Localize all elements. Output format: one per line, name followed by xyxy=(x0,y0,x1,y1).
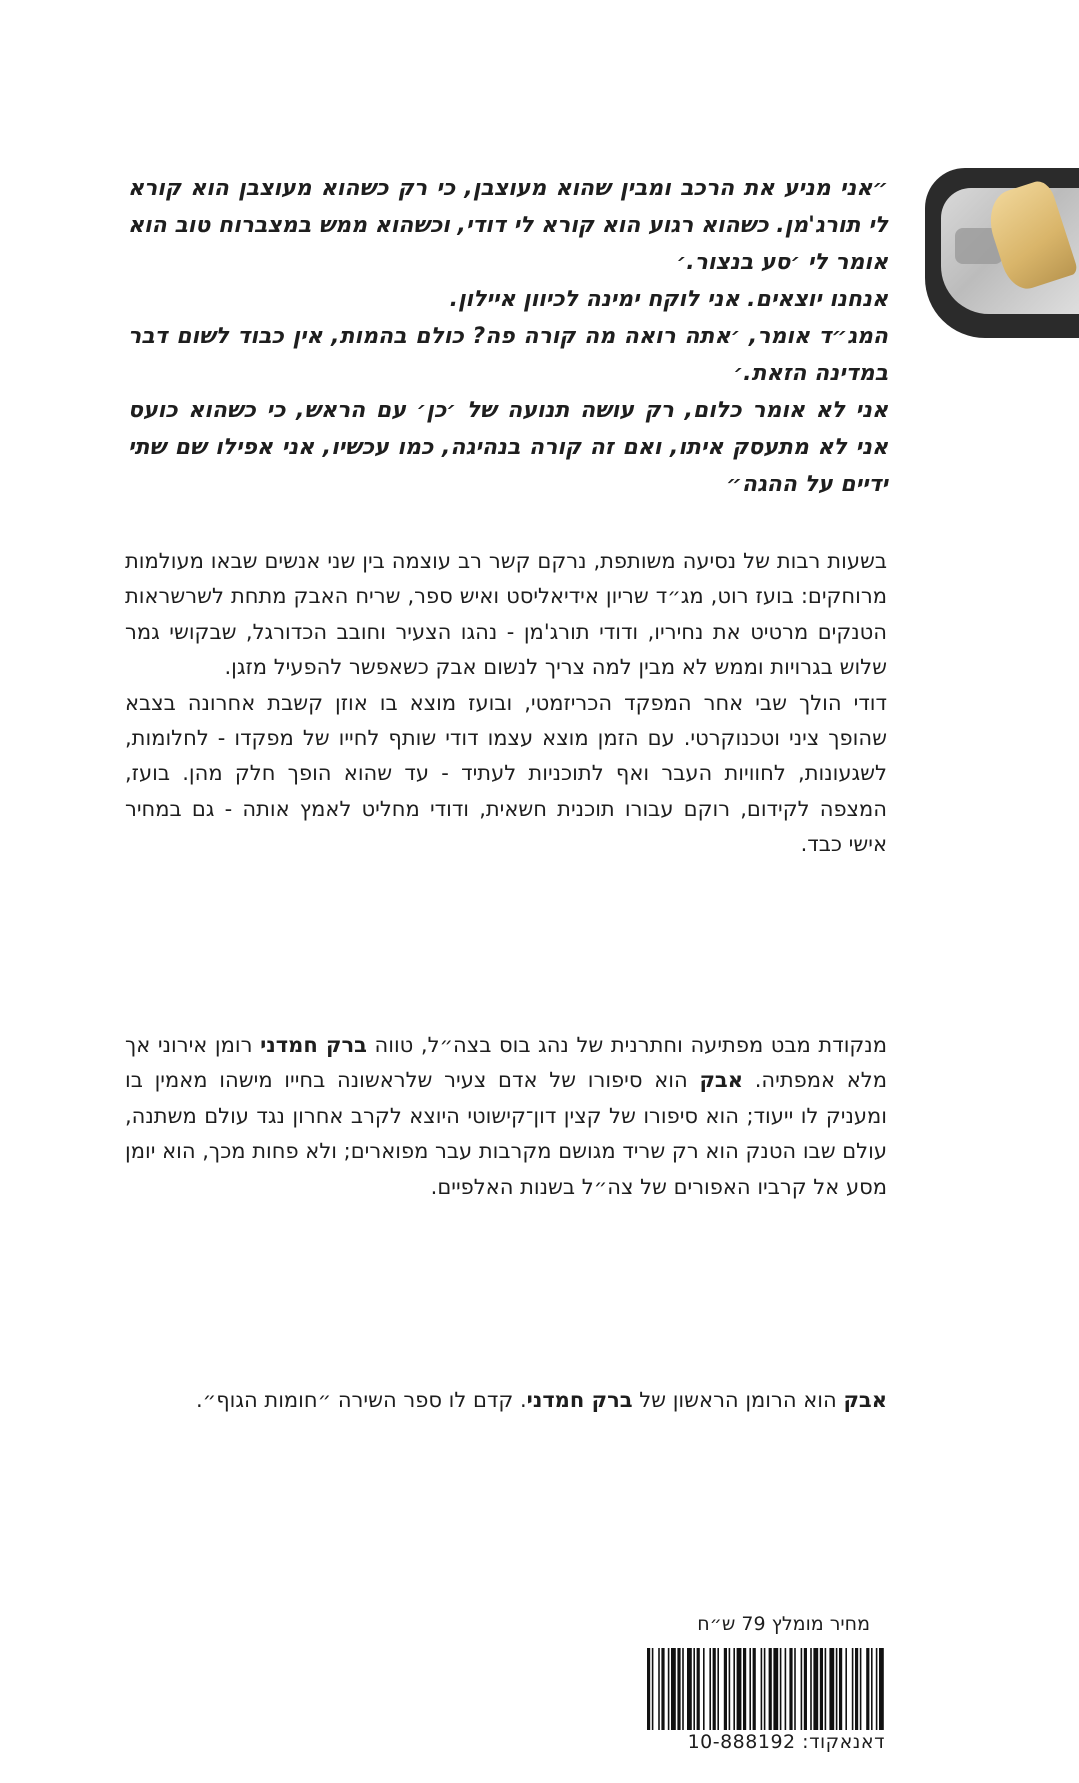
about-text: הוא הרומן הראשון של xyxy=(632,1388,844,1412)
quote-line: אני לא אומר כלום, רק עושה תנועה של ׳כן׳ עם הראש, כי כשהוא כועס אני לא מתעסק איתו, ואם זה קורה בנהיגה, כמו עכשיו, אני אפילו שם שתי ידיים על ההגה״ xyxy=(128,398,888,497)
quote-line: אנחנו יוצאים. אני לוקח ימינה לכיוון איילון. xyxy=(449,287,888,312)
synopsis-text: הוא סיפורו של אדם צעיר שלראשונה בחייו מישהו מאמין בו ומעניק לו ייעוד; הוא סיפורו של קצין דון־קישוטי היוצא לקרב אחרון נגד עולם משתנה, עולם שבו הטנק הוא רק שריד מגושם מקרבות עבר מפוארים; ולא פחות מכך, הוא יומן מסע אל קרביו האפורים של צה״ל בשנות האלפיים. xyxy=(125,1068,887,1199)
synopsis-paragraph-2: דודי הולך שבי אחר המפקד הכריזמטי, ובועז מוצא בו אוזן קשבת אחרונה בצבא שהופך ציני וטכנוקרטי. עם הזמן מוצא עצמו דודי שותף לחייו של מפקדו - לחלומות, לשגעונות, לחוויות העבר ואף לתוכניות לעתיד - עד שהוא הופך חלק מהן. בועז, המצפה לקידום, רוקם עבורו תוכנית חשאית, ודודי מחליט לאמץ אותה - גם במחיר אישי כבד. xyxy=(125,690,887,857)
book-title: אבק xyxy=(699,1068,743,1093)
book-title: אבק xyxy=(843,1388,887,1412)
about-text: . קדם לו ספר השירה ״חומות הגוף״. xyxy=(195,1388,527,1412)
barcode-icon xyxy=(645,1648,885,1730)
synopsis-paragraph-1: בשעות רבות של נסיעה משותפת, נרקם קשר רב עוצמה בין שני אנשים שבאו מעולמות מרוחקים: בועז רוט, מג״ד שריון אידיאליסט ואיש ספר, שריח האבק מתחת לשרשראות הטנקים מרטיט את נחיריו, ודודי תורג'מן - נהגו הצעיר וחובב הכדורגל, שבקושי גמר שלוש בגרויות וממש לא מבין למה צריך לנשום אבק כשאפשר להפעיל מזגן. xyxy=(125,549,887,680)
about-author xyxy=(125,1382,887,1418)
side-mirror-icon xyxy=(925,168,1079,338)
synopsis-paragraph-3 xyxy=(125,1028,887,1205)
quote-line: המג״ד אומר, ׳אתה רואה מה קורה פה? כולם בהמות, אין כבוד לשום דבר במדינה הזאת.׳ xyxy=(128,324,888,386)
danacode-label: דאנאקוד: 10-888192 xyxy=(687,1731,885,1753)
author-name: ברק חמדני xyxy=(260,1033,367,1057)
price-label: מחיר מומלץ 79 ש״ח xyxy=(697,1613,870,1635)
author-name: ברק חמדני xyxy=(526,1388,633,1412)
synopsis xyxy=(125,544,887,863)
synopsis-text: מנקודת מבט מפתיעה וחתרנית של נהג בוס בצה״ל, טווה xyxy=(366,1033,887,1057)
synopsis-text: רומן אירוני אך מלא אמפתיה. xyxy=(125,1033,887,1093)
excerpt-quote xyxy=(128,170,888,503)
quote-line: ״אני מניע את הרכב ומבין שהוא מעוצבן, כי רק כשהוא מעוצבן הוא קורא לי תורג'מן. כשהוא רגוע הוא קורא לי דודי, וכשהוא ממש במצברוח טוב הוא אומר לי ׳סע בנצור.׳ xyxy=(128,176,888,275)
